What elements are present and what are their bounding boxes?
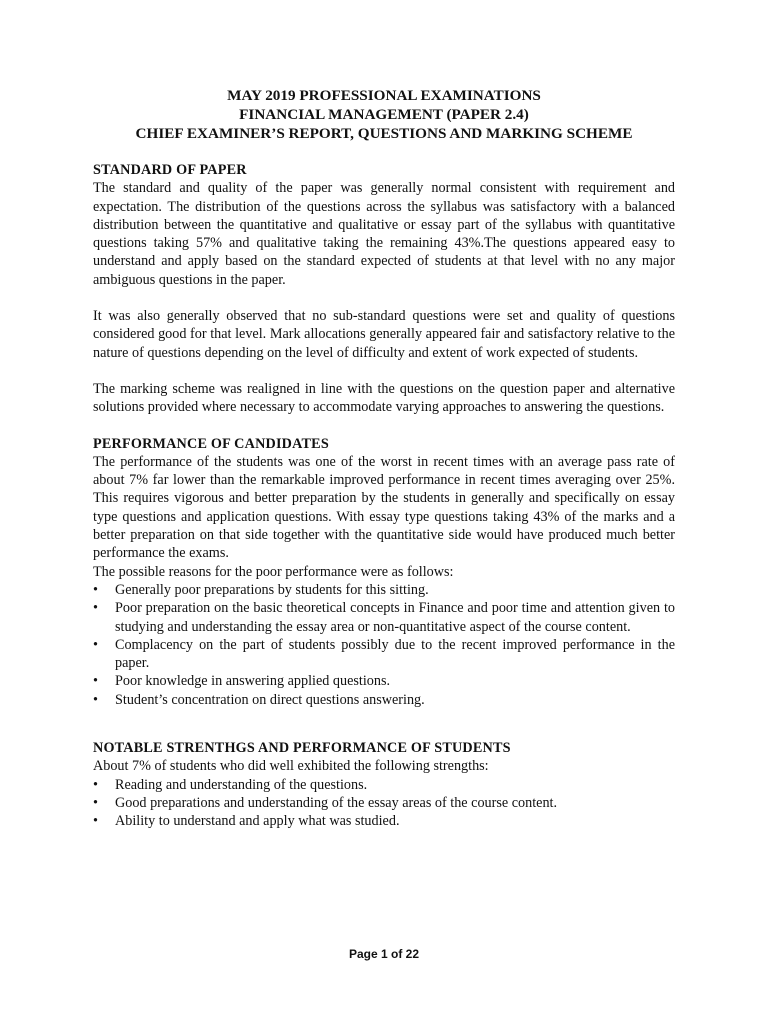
bullet-glyph: • bbox=[93, 581, 98, 598]
bullet-glyph: • bbox=[93, 794, 98, 811]
performance-paragraph-2: The possible reasons for the poor performance were as follows: bbox=[93, 563, 454, 580]
list-item-text: Student’s concentration on direct questions answering. bbox=[115, 691, 425, 708]
list-item bbox=[93, 812, 675, 830]
standard-paragraph-1: The standard and quality of the paper was generally normal consistent with requirement and expectation. The distribution of the questions across the syllabus was satisfactory with a balanced distribution between the quantitative and qualitative or essay part of the syllabus with quantitative questions taking 57% and qualitative taking the remaining 43%.The questions appeared easy to understand and apply based on the standard expected of students at that level with no any major ambiguous questions in the paper. bbox=[93, 180, 675, 288]
bullet-glyph: • bbox=[93, 691, 98, 708]
title-line-1: MAY 2019 PROFESSIONAL EXAMINATIONS bbox=[227, 87, 541, 104]
list-item bbox=[93, 581, 675, 599]
performance-heading: PERFORMANCE OF CANDIDATES bbox=[93, 435, 329, 452]
bullet-glyph: • bbox=[93, 776, 98, 793]
list-item-text: Poor preparation on the basic theoretical concepts in Finance and poor time and attention given to studying and understanding the essay area or non-quantitative aspect of the course content. bbox=[115, 600, 675, 635]
list-item-text: Reading and understanding of the questions. bbox=[115, 776, 368, 793]
bullet-glyph: • bbox=[93, 813, 98, 830]
standard-paragraph-3: The marking scheme was realigned in line with the questions on the question paper and alternative solutions provided where necessary to accommodate varying approaches to answering the questions. bbox=[93, 380, 675, 416]
list-item bbox=[93, 794, 675, 812]
list-item-text: Good preparations and understanding of the essay areas of the course content. bbox=[115, 794, 558, 811]
bullet-glyph: • bbox=[93, 600, 98, 617]
list-item bbox=[93, 776, 675, 794]
standard-heading: STANDARD OF PAPER bbox=[93, 162, 247, 178]
list-item bbox=[93, 691, 675, 709]
list-item bbox=[93, 599, 675, 636]
document-page bbox=[93, 86, 675, 831]
poor-performance-reasons-list bbox=[93, 581, 675, 709]
list-item-text: Complacency on the part of students possibly due to the recent improved performance in the paper. bbox=[115, 636, 675, 672]
bullet-glyph: • bbox=[93, 673, 98, 690]
list-item bbox=[93, 636, 675, 673]
list-item-text: Ability to understand and apply what was studied. bbox=[115, 813, 400, 830]
strengths-heading: NOTABLE STRENTHGS AND PERFORMANCE OF STUDENTS bbox=[93, 740, 511, 757]
performance-paragraph-1: The performance of the students was one of the worst in recent times with an average pass rate of about 7% far lower than the remarkable improved performance in recent times averaging over 25%. This requires vigorous and better preparation by the students in generally and specifically on essay type questions and application questions. With essay type questions taking 43% of the marks and a better preparation on that side together with the quantitative side would have produced much better performance the exams. bbox=[93, 453, 675, 562]
list-item bbox=[93, 672, 675, 690]
list-item-text: Generally poor preparations by students for this sitting. bbox=[115, 581, 429, 598]
title-line-3: CHIEF EXAMINER’S REPORT, QUESTIONS AND MARKING SCHEME bbox=[135, 125, 633, 142]
title-line-2: FINANCIAL MANAGEMENT (PAPER 2.4) bbox=[239, 106, 529, 123]
report-title bbox=[93, 86, 675, 143]
strengths-list bbox=[93, 776, 675, 831]
strengths-intro: About 7% of students who did well exhibited the following strengths: bbox=[93, 758, 489, 775]
page-number: Page 1 of 22 bbox=[348, 947, 420, 961]
standard-paragraph-2: It was also generally observed that no sub-standard questions were set and quality of questions considered good for that level. Mark allocations generally appeared fair and satisfactory relative to the nature of questions depending on the level of difficulty and extent of work expected of students. bbox=[93, 308, 675, 361]
list-item-text: Poor knowledge in answering applied questions. bbox=[115, 673, 391, 690]
bullet-glyph: • bbox=[93, 636, 98, 653]
